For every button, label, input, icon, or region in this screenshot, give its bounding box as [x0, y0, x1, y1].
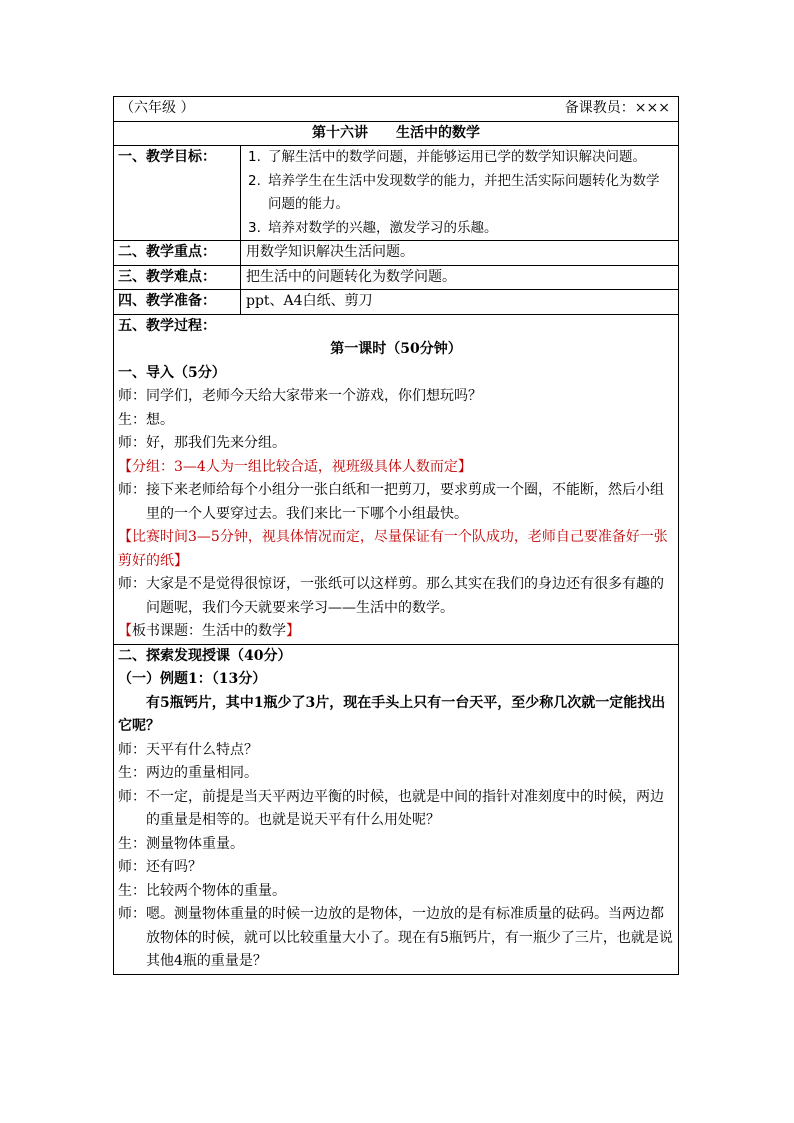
goals-list [246, 146, 672, 240]
key-point-value: 用数学知识解决生活问题。 [246, 244, 414, 260]
dialogue-line: 师：同学们，老师今天给大家带来一个游戏，你们想玩吗？ [118, 388, 482, 404]
grade-label: （六年级 ） [120, 100, 195, 116]
goals-value [241, 146, 678, 240]
goal-number: 1. [248, 149, 261, 165]
process-section [114, 315, 678, 644]
process-row [114, 314, 678, 644]
dialogue-line: 师：接下来老师给每个小组分一张白纸和一把剪刀，要求剪成一个圈，不能断，然后小组里的一个人要穿过去。我们来比一下哪个小组最快。 [118, 482, 664, 522]
lecture-number: 第十六讲 [312, 124, 368, 141]
goals-row [114, 145, 678, 240]
goal-text: 了解生活中的数学问题，并能够运用已学的数学知识解决问题。 [268, 149, 646, 165]
dialogue-line: 师：还有吗？ [118, 859, 202, 875]
goal-text: 培养对数学的兴趣，激发学习的乐趣。 [268, 219, 498, 236]
explore-title: 二、探索发现授课（40分） [118, 647, 292, 664]
explore-dialogue [118, 739, 674, 974]
dialogue-line: 师：天平有什么特点？ [118, 741, 258, 758]
goal-item [246, 217, 672, 241]
goal-number: 2. [248, 172, 261, 189]
intro-title: 一、导入（5分） [118, 364, 226, 381]
dialogue-line: 生：两边的重量相同。 [118, 765, 258, 781]
lecture-topic: 生活中的数学 [396, 124, 480, 141]
lesson-title: 第一课时（50分钟） [330, 341, 462, 357]
key-point-row [114, 240, 678, 265]
preparation-label: 四、教学准备： [114, 290, 241, 314]
goal-number: 3. [248, 219, 261, 236]
difficulty-value: 把生活中的问题转化为数学问题。 [246, 268, 456, 285]
teacher-note: 【分组：3—4人为一组比较合适，视班级具体人数而定】 [118, 458, 472, 475]
goals-label: 一、教学目标： [114, 146, 241, 240]
intro-dialogue [118, 385, 674, 644]
difficulty-label: 三、教学难点： [114, 266, 241, 290]
dialogue-line: 师：大家是不是觉得很惊讶，一张纸可以这样剪。那么其实在我们的身边还有很多有趣的问题呢，我们今天就要来学习——生活中的数学。 [118, 576, 664, 616]
goal-item [246, 170, 672, 217]
process-label: 五、教学过程： [118, 317, 216, 334]
explore-row [114, 644, 678, 974]
lesson-plan-table [113, 96, 679, 975]
dialogue-line: 生：测量物体重量。 [118, 835, 244, 852]
title-row [114, 121, 678, 146]
header-row [114, 97, 678, 121]
teacher-note: 【板书课题：生活中的数学】 [118, 623, 300, 639]
difficulty-row [114, 265, 678, 290]
dialogue-line: 师：嗯。测量物体重量的时候一边放的是物体，一边放的是有标准质量的砝码。当两边都放物体的时候，就可以比较重量大小了。现在有5瓶钙片，有一瓶少了三片，也就是说其他4瓶的重量是？ [118, 906, 673, 969]
preparation-value: ppt、A4白纸、剪刀 [246, 293, 373, 309]
dialogue-line: 生：想。 [118, 411, 174, 428]
teacher-label: 备课教员：××× [564, 100, 670, 116]
preparation-row [114, 289, 678, 314]
dialogue-line: 生：比较两个物体的重量。 [118, 882, 286, 899]
goal-text: 培养学生在生活中发现数学的能力，并把生活实际问题转化为数学问题的能力。 [268, 172, 660, 212]
explore-section [114, 645, 678, 974]
example-title: （一）例题1：（13分） [118, 671, 267, 687]
dialogue-line: 师：好，那我们先来分组。 [118, 435, 286, 451]
example-question: 有5瓶钙片，其中1瓶少了3片，现在手头上只有一台天平，至少称几次就一定能找出它呢？ [118, 694, 666, 734]
teacher-note: 【比赛时间3—5分钟，视具体情况而定，尽量保证有一个队成功，老师自己要准备好一张剪好的纸】 [118, 529, 668, 569]
key-point-label: 二、教学重点： [114, 241, 241, 265]
goal-item [246, 146, 672, 170]
dialogue-line: 师：不一定，前提是当天平两边平衡的时候，也就是中间的指针对准刻度中的时候，两边的重量是相等的。也就是说天平有什么用处呢？ [118, 788, 664, 828]
